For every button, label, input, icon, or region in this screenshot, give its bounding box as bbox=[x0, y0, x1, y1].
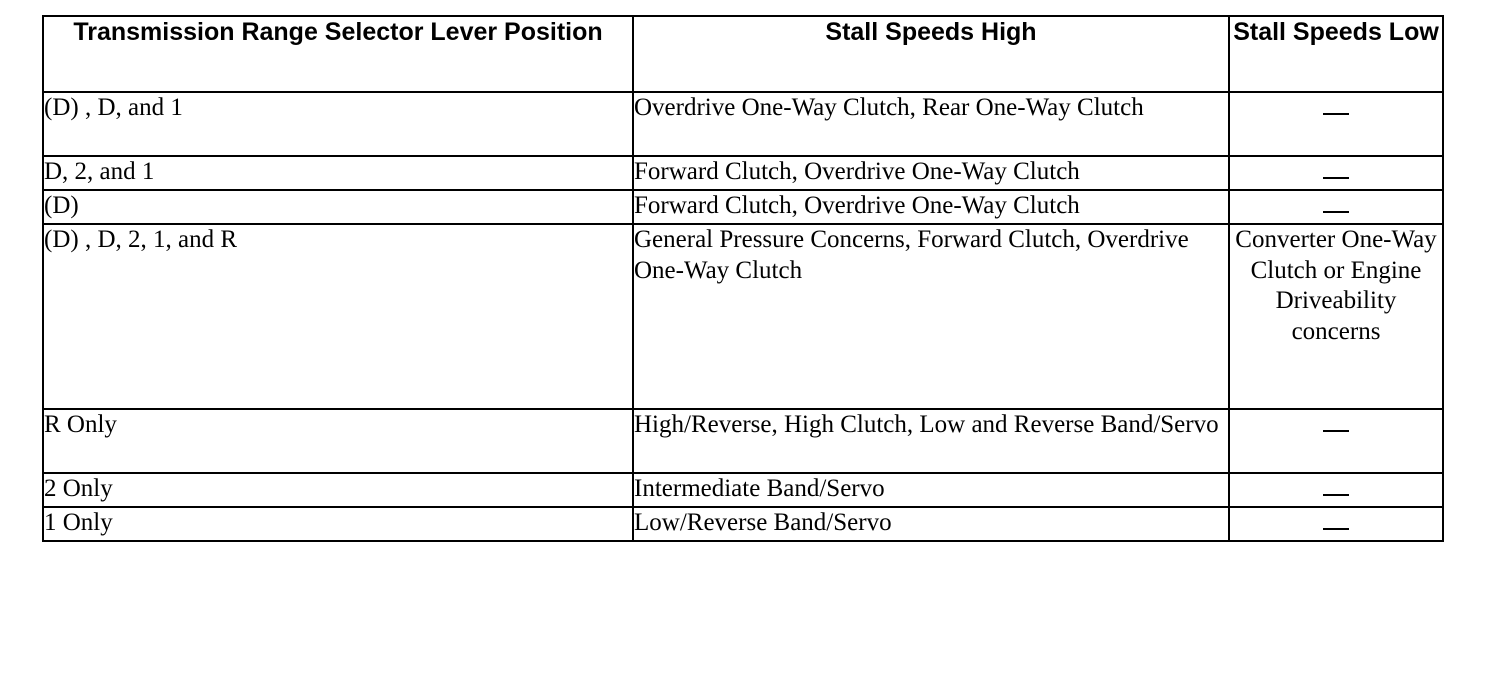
cell-stall-low: Converter One-Way Clutch or Engine Driveability concerns bbox=[1229, 224, 1443, 409]
cell-stall-high: Forward Clutch, Overdrive One-Way Clutch bbox=[633, 190, 1229, 224]
table-row bbox=[43, 92, 1443, 156]
cell-position: 1 Only bbox=[43, 507, 633, 541]
cell-stall-low bbox=[1229, 409, 1443, 473]
table-row bbox=[43, 507, 1443, 541]
table-row bbox=[43, 473, 1443, 507]
cell-stall-low bbox=[1229, 156, 1443, 190]
dash-mark bbox=[1323, 430, 1349, 432]
header-lever-position: Transmission Range Selector Lever Position bbox=[43, 16, 633, 92]
cell-stall-high: Overdrive One-Way Clutch, Rear One-Way Clutch bbox=[633, 92, 1229, 156]
table-row bbox=[43, 156, 1443, 190]
cell-stall-high: Forward Clutch, Overdrive One-Way Clutch bbox=[633, 156, 1229, 190]
header-stall-speeds-high: Stall Speeds High bbox=[633, 16, 1229, 92]
table-row bbox=[43, 224, 1443, 409]
cell-position: R Only bbox=[43, 409, 633, 473]
header-stall-speeds-low: Stall Speeds Low bbox=[1229, 16, 1443, 92]
stall-speed-table bbox=[42, 15, 1444, 542]
cell-stall-high: General Pressure Concerns, Forward Clutch, Overdrive One-Way Clutch bbox=[633, 224, 1229, 409]
cell-position: (D) , D, and 1 bbox=[43, 92, 633, 156]
table-row bbox=[43, 409, 1443, 473]
cell-position: (D) bbox=[43, 190, 633, 224]
dash-mark bbox=[1323, 494, 1349, 496]
cell-position: D, 2, and 1 bbox=[43, 156, 633, 190]
cell-stall-low bbox=[1229, 92, 1443, 156]
dash-mark bbox=[1323, 211, 1349, 213]
cell-stall-low bbox=[1229, 473, 1443, 507]
dash-mark bbox=[1323, 113, 1349, 115]
cell-stall-high: Intermediate Band/Servo bbox=[633, 473, 1229, 507]
cell-position: 2 Only bbox=[43, 473, 633, 507]
dash-mark bbox=[1323, 177, 1349, 179]
cell-stall-high: High/Reverse, High Clutch, Low and Reverse Band/Servo bbox=[633, 409, 1229, 473]
cell-stall-high: Low/Reverse Band/Servo bbox=[633, 507, 1229, 541]
cell-position: (D) , D, 2, 1, and R bbox=[43, 224, 633, 409]
cell-stall-low bbox=[1229, 190, 1443, 224]
dash-mark bbox=[1323, 528, 1349, 530]
cell-stall-low bbox=[1229, 507, 1443, 541]
table-row bbox=[43, 190, 1443, 224]
header-row bbox=[43, 16, 1443, 92]
